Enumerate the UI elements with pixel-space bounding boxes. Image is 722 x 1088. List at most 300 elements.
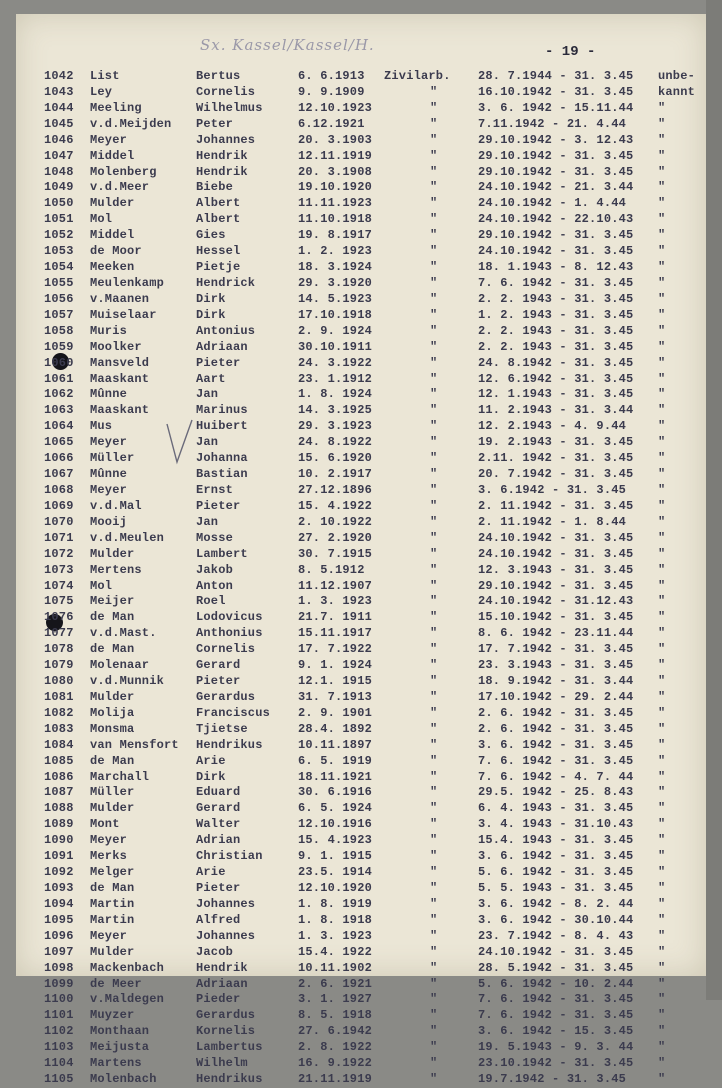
- status: ": [430, 849, 438, 864]
- last-name: Meyer: [90, 928, 128, 943]
- birth-date: 19. 8.1917: [298, 228, 373, 243]
- row-number: 1093: [44, 881, 74, 896]
- status: ": [430, 642, 438, 657]
- first-name: Pieter: [196, 355, 241, 370]
- last-name: Mulder: [90, 196, 135, 211]
- row-number: 1077: [44, 626, 74, 641]
- remark: ": [658, 498, 666, 513]
- last-name: Martin: [90, 896, 135, 911]
- status: ": [430, 865, 438, 880]
- status: ": [430, 435, 438, 450]
- register-row: [44, 1056, 694, 1072]
- employment-period: 29.5. 1942 - 25. 8.43: [478, 785, 634, 800]
- row-number: 1067: [44, 467, 74, 482]
- remark: ": [658, 769, 666, 784]
- status: ": [430, 976, 438, 991]
- register-row: [44, 674, 694, 690]
- first-name: Gerardus: [196, 1008, 256, 1023]
- remark: ": [658, 244, 666, 259]
- last-name: Maaskant: [90, 371, 150, 386]
- register-row: [44, 706, 694, 722]
- employment-period: 2. 2. 1943 - 31. 3.45: [478, 323, 634, 338]
- first-name: Kornelis: [196, 1024, 256, 1039]
- birth-date: 6. 5. 1924: [298, 801, 373, 816]
- first-name: Jan: [196, 435, 219, 450]
- remark: ": [658, 323, 666, 338]
- row-number: 1049: [44, 180, 74, 195]
- employment-period: 28. 5.1942 - 31. 3.45: [478, 960, 634, 975]
- employment-period: 8. 6. 1942 - 23.11.44: [478, 626, 634, 641]
- row-number: 1083: [44, 721, 74, 736]
- birth-date: 15.4. 1922: [298, 944, 373, 959]
- remark: ": [658, 164, 666, 179]
- employment-period: 6. 4. 1943 - 31. 3.45: [478, 801, 634, 816]
- register-row: [44, 515, 694, 531]
- first-name: Aart: [196, 371, 226, 386]
- first-name: Pieter: [196, 498, 241, 513]
- last-name: Mansveld: [90, 355, 150, 370]
- employment-period: 5. 5. 1943 - 31. 3.45: [478, 881, 634, 896]
- remark: ": [658, 817, 666, 832]
- birth-date: 23.5. 1914: [298, 865, 373, 880]
- birth-date: 18.11.1921: [298, 769, 373, 784]
- employment-period: 29.10.1942 - 31. 3.45: [478, 228, 634, 243]
- birth-date: 18. 3.1924: [298, 260, 373, 275]
- employment-period: 16.10.1942 - 31. 3.45: [478, 84, 634, 99]
- register-row: [44, 101, 694, 117]
- register-row: [44, 563, 694, 579]
- birth-date: 2. 9. 1924: [298, 323, 373, 338]
- last-name: Mulder: [90, 944, 135, 959]
- birth-date: 15. 6.1920: [298, 451, 373, 466]
- remark: ": [658, 689, 666, 704]
- first-name: Lambert: [196, 546, 248, 561]
- row-number: 1056: [44, 291, 74, 306]
- status: ": [430, 944, 438, 959]
- remark: ": [658, 610, 666, 625]
- row-number: 1086: [44, 769, 74, 784]
- birth-date: 12.10.1923: [298, 100, 373, 115]
- last-name: v.d.Mast.: [90, 626, 157, 641]
- birth-date: 3. 1. 1927: [298, 992, 373, 1007]
- last-name: Molenberg: [90, 164, 157, 179]
- last-name: Mooij: [90, 514, 128, 529]
- employment-period: 3. 6.1942 - 31. 3.45: [478, 482, 627, 497]
- register-row: [44, 1008, 694, 1024]
- birth-date: 11.10.1918: [298, 212, 373, 227]
- status: ": [430, 100, 438, 115]
- status: ": [430, 387, 438, 402]
- status: ": [430, 928, 438, 943]
- register-row: [44, 419, 694, 435]
- birth-date: 10.11.1902: [298, 960, 373, 975]
- row-number: 1095: [44, 912, 74, 927]
- last-name: Monthaan: [90, 1024, 150, 1039]
- birth-date: 21.11.1919: [298, 1072, 373, 1087]
- employment-period: 3. 4. 1943 - 31.10.43: [478, 817, 634, 832]
- remark: ": [658, 530, 666, 545]
- last-name: Mont: [90, 817, 120, 832]
- last-name: Monsma: [90, 721, 135, 736]
- row-number: 1045: [44, 116, 74, 131]
- first-name: Bastian: [196, 467, 248, 482]
- last-name: v.d.Meijden: [90, 116, 172, 131]
- row-number: 1089: [44, 817, 74, 832]
- row-number: 1102: [44, 1024, 74, 1039]
- remark: ": [658, 371, 666, 386]
- register-row: [44, 913, 694, 929]
- status: Zivilarb.: [384, 69, 451, 83]
- status: ": [430, 275, 438, 290]
- employment-period: 3. 6. 1942 - 15. 3.45: [478, 1024, 634, 1039]
- handwritten-header-note: Sx. Kassel/Kassel/H.: [200, 36, 375, 54]
- first-name: Pietje: [196, 260, 241, 275]
- remark: ": [658, 833, 666, 848]
- last-name: Müller: [90, 451, 135, 466]
- first-name: Gies: [196, 228, 226, 243]
- status: ": [430, 769, 438, 784]
- remark: ": [658, 1008, 666, 1023]
- employment-period: 7. 6. 1942 - 31. 3.45: [478, 275, 634, 290]
- birth-date: 8. 5. 1918: [298, 1008, 373, 1023]
- row-number: 1082: [44, 705, 74, 720]
- register-row: [44, 849, 694, 865]
- employment-period: 24.10.1942 - 31. 3.45: [478, 244, 634, 259]
- register-row: [44, 992, 694, 1008]
- status: ": [430, 260, 438, 275]
- remark: ": [658, 674, 666, 689]
- row-number: 1065: [44, 435, 74, 450]
- status: ": [430, 419, 438, 434]
- last-name: Mol: [90, 578, 113, 593]
- employment-period: 24.10.1942 - 31. 3.45: [478, 530, 634, 545]
- first-name: Roel: [196, 594, 226, 609]
- birth-date: 2. 8. 1922: [298, 1040, 373, 1055]
- employment-period: 24.10.1942 - 1. 4.44: [478, 196, 627, 211]
- first-name: Dirk: [196, 307, 226, 322]
- remark: ": [658, 307, 666, 322]
- row-number: 1081: [44, 689, 74, 704]
- remark: ": [658, 642, 666, 657]
- register-row: [44, 833, 694, 849]
- last-name: de Man: [90, 881, 135, 896]
- status: ": [430, 801, 438, 816]
- row-number: 1079: [44, 658, 74, 673]
- status: ": [430, 196, 438, 211]
- birth-date: 17.10.1918: [298, 307, 373, 322]
- register-row: [44, 961, 694, 977]
- row-number: 1097: [44, 944, 74, 959]
- first-name: Alfred: [196, 912, 241, 927]
- remark: ": [658, 291, 666, 306]
- first-name: Lodovicus: [196, 610, 263, 625]
- row-number: 1072: [44, 546, 74, 561]
- row-number: 1063: [44, 403, 74, 418]
- birth-date: 9. 1. 1924: [298, 658, 373, 673]
- remark: ": [658, 228, 666, 243]
- employment-period: 5. 6. 1942 - 31. 3.45: [478, 865, 634, 880]
- birth-date: 8. 5.1912: [298, 562, 365, 577]
- first-name: Hessel: [196, 244, 241, 259]
- remark: ": [658, 403, 666, 418]
- last-name: Meyer: [90, 132, 128, 147]
- row-number: 1071: [44, 530, 74, 545]
- row-number: 1044: [44, 100, 74, 115]
- row-number: 1098: [44, 960, 74, 975]
- birth-date: 30.10.1911: [298, 339, 373, 354]
- status: ": [430, 674, 438, 689]
- row-number: 1058: [44, 323, 74, 338]
- employment-period: 29.10.1942 - 31. 3.45: [478, 164, 634, 179]
- status: ": [430, 323, 438, 338]
- employment-period: 2. 6. 1942 - 31. 3.45: [478, 705, 634, 720]
- birth-date: 29. 3.1923: [298, 419, 373, 434]
- row-number: 1046: [44, 132, 74, 147]
- first-name: Mosse: [196, 530, 234, 545]
- register-row: [44, 945, 694, 961]
- row-number: 1074: [44, 578, 74, 593]
- last-name: Molija: [90, 705, 135, 720]
- register-row: [44, 260, 694, 276]
- register-row: [44, 324, 694, 340]
- birth-date: 12.10.1920: [298, 881, 373, 896]
- birth-date: 24. 8.1922: [298, 435, 373, 450]
- last-name: Muiselaar: [90, 307, 157, 322]
- last-name: de Man: [90, 610, 135, 625]
- birth-date: 9. 1. 1915: [298, 849, 373, 864]
- row-number: 1091: [44, 849, 74, 864]
- last-name: Mol: [90, 212, 113, 227]
- row-number: 1092: [44, 865, 74, 880]
- employment-period: 24.10.1942 - 31.12.43: [478, 594, 634, 609]
- register-row: [44, 228, 694, 244]
- first-name: Dirk: [196, 769, 226, 784]
- remark: ": [658, 865, 666, 880]
- last-name: Mulder: [90, 801, 135, 816]
- row-number: 1104: [44, 1056, 74, 1071]
- first-name: Arie: [196, 753, 226, 768]
- remark: ": [658, 753, 666, 768]
- first-name: Christian: [196, 849, 263, 864]
- birth-date: 16. 9.1922: [298, 1056, 373, 1071]
- status: ": [430, 753, 438, 768]
- status: ": [430, 721, 438, 736]
- birth-date: 27. 2.1920: [298, 530, 373, 545]
- last-name: Meijer: [90, 594, 135, 609]
- employment-period: 17. 7.1942 - 31. 3.45: [478, 642, 634, 657]
- employment-period: 19. 2.1943 - 31. 3.45: [478, 435, 634, 450]
- last-name: de Man: [90, 753, 135, 768]
- row-number: 1051: [44, 212, 74, 227]
- register-row: [44, 722, 694, 738]
- row-number: 1078: [44, 642, 74, 657]
- first-name: Johannes: [196, 928, 256, 943]
- birth-date: 9. 9.1909: [298, 84, 365, 99]
- last-name: Muyzer: [90, 1008, 135, 1023]
- status: ": [430, 530, 438, 545]
- first-name: Biebe: [196, 180, 234, 195]
- status: ": [430, 355, 438, 370]
- status: ": [430, 833, 438, 848]
- first-name: Albert: [196, 196, 241, 211]
- remark: ": [658, 451, 666, 466]
- employment-period: 12. 2.1943 - 4. 9.44: [478, 419, 627, 434]
- birth-date: 1. 8. 1924: [298, 387, 373, 402]
- birth-date: 1. 2. 1923: [298, 244, 373, 259]
- first-name: Dirk: [196, 291, 226, 306]
- remark: ": [658, 180, 666, 195]
- first-name: Johannes: [196, 896, 256, 911]
- register-row: [44, 1072, 694, 1088]
- last-name: v.d.Munnik: [90, 674, 165, 689]
- register-row: [44, 467, 694, 483]
- last-name: Mertens: [90, 562, 142, 577]
- register-row: [44, 117, 694, 133]
- birth-date: 15.11.1917: [298, 626, 373, 641]
- row-number: 1055: [44, 275, 74, 290]
- last-name: Mackenbach: [90, 960, 165, 975]
- row-number: 1099: [44, 976, 74, 991]
- employment-period: 20. 7.1942 - 31. 3.45: [478, 467, 634, 482]
- register-row: [44, 897, 694, 913]
- last-name: Mûnne: [90, 387, 128, 402]
- employment-period: 1. 2. 1943 - 31. 3.45: [478, 307, 634, 322]
- remark: ": [658, 482, 666, 497]
- employment-period: 12. 1.1943 - 31. 3.45: [478, 387, 634, 402]
- birth-date: 31. 7.1913: [298, 689, 373, 704]
- status: ": [430, 482, 438, 497]
- first-name: Hendrik: [196, 164, 248, 179]
- birth-date: 6. 6.1913: [298, 69, 365, 83]
- last-name: List: [90, 69, 120, 83]
- remark: ": [658, 1040, 666, 1055]
- first-name: Jakob: [196, 562, 234, 577]
- first-name: Anthonius: [196, 626, 263, 641]
- register-row: [44, 610, 694, 626]
- last-name: Maaskant: [90, 403, 150, 418]
- employment-period: 19.7.1942 - 31. 3.45: [478, 1072, 627, 1087]
- remark: ": [658, 801, 666, 816]
- register-row: [44, 85, 694, 101]
- register-row: [44, 196, 694, 212]
- last-name: Moolker: [90, 339, 142, 354]
- birth-date: 12.1. 1915: [298, 674, 373, 689]
- register-row: [44, 642, 694, 658]
- row-number: 1101: [44, 1008, 74, 1023]
- register-row: [44, 180, 694, 196]
- row-number: 1100: [44, 992, 74, 1007]
- remark: ": [658, 196, 666, 211]
- birth-date: 28.4. 1892: [298, 721, 373, 736]
- remark: ": [658, 896, 666, 911]
- remark: kannt: [658, 84, 696, 99]
- birth-date: 2. 9. 1901: [298, 705, 373, 720]
- birth-date: 14. 5.1923: [298, 291, 373, 306]
- register-row: [44, 785, 694, 801]
- remark: ": [658, 785, 666, 800]
- row-number: 1103: [44, 1040, 74, 1055]
- status: ": [430, 212, 438, 227]
- remark: ": [658, 849, 666, 864]
- remark: ": [658, 944, 666, 959]
- employment-period: 7. 6. 1942 - 4. 7. 44: [478, 769, 634, 784]
- first-name: Pieder: [196, 992, 241, 1007]
- last-name: Mulder: [90, 689, 135, 704]
- first-name: Gerard: [196, 658, 241, 673]
- last-name: Meyer: [90, 482, 128, 497]
- remark: ": [658, 116, 666, 131]
- first-name: Eduard: [196, 785, 241, 800]
- remark: ": [658, 992, 666, 1007]
- last-name: v.Maldegen: [90, 992, 165, 1007]
- employment-period: 3. 6. 1942 - 30.10.44: [478, 912, 634, 927]
- birth-date: 12.11.1919: [298, 148, 373, 163]
- row-number: 1075: [44, 594, 74, 609]
- row-number: 1085: [44, 753, 74, 768]
- birth-date: 1. 8. 1919: [298, 896, 373, 911]
- last-name: de Meer: [90, 976, 142, 991]
- birth-date: 1. 8. 1918: [298, 912, 373, 927]
- employment-period: 2. 11.1942 - 31. 3.45: [478, 498, 634, 513]
- last-name: v.Maanen: [90, 291, 150, 306]
- employment-period: 5. 6. 1942 - 10. 2.44: [478, 976, 634, 991]
- register-row: [44, 881, 694, 897]
- last-name: Mus: [90, 419, 113, 434]
- employment-period: 15.4. 1943 - 31. 3.45: [478, 833, 634, 848]
- status: ": [430, 562, 438, 577]
- last-name: Molenaar: [90, 658, 150, 673]
- first-name: Jan: [196, 514, 219, 529]
- register-row: [44, 754, 694, 770]
- status: ": [430, 291, 438, 306]
- employment-period: 7. 6. 1942 - 31. 3.45: [478, 992, 634, 1007]
- first-name: Jan: [196, 387, 219, 402]
- first-name: Adrian: [196, 833, 241, 848]
- last-name: Marchall: [90, 769, 150, 784]
- first-name: Cornelis: [196, 84, 256, 99]
- status: ": [430, 116, 438, 131]
- employment-period: 23. 3.1943 - 31. 3.45: [478, 658, 634, 673]
- employment-period: 28. 7.1944 - 31. 3.45: [478, 69, 634, 83]
- register-row: [44, 308, 694, 324]
- employment-period: 23.10.1942 - 31. 3.45: [478, 1056, 634, 1071]
- first-name: Bertus: [196, 69, 241, 83]
- remark: ": [658, 355, 666, 370]
- register-row: [44, 594, 694, 610]
- first-name: Lambertus: [196, 1040, 263, 1055]
- register-row: [44, 531, 694, 547]
- row-number: 1047: [44, 148, 74, 163]
- first-name: Ernst: [196, 482, 234, 497]
- first-name: Arie: [196, 865, 226, 880]
- register-row: [44, 69, 694, 85]
- status: ": [430, 785, 438, 800]
- first-name: Hendrikus: [196, 737, 263, 752]
- status: ": [430, 610, 438, 625]
- first-name: Hendrik: [196, 148, 248, 163]
- last-name: Middel: [90, 228, 135, 243]
- employment-period: 7.11.1942 - 21. 4.44: [478, 116, 627, 131]
- status: ": [430, 84, 438, 99]
- status: ": [430, 1008, 438, 1023]
- remark: ": [658, 594, 666, 609]
- register-row: [44, 403, 694, 419]
- employment-period: 15.10.1942 - 31. 3.45: [478, 610, 634, 625]
- birth-date: 11.12.1907: [298, 578, 373, 593]
- employment-period: 12. 6.1942 - 31. 3.45: [478, 371, 634, 386]
- status: ": [430, 1024, 438, 1039]
- employment-period: 2. 2. 1943 - 31. 3.45: [478, 339, 634, 354]
